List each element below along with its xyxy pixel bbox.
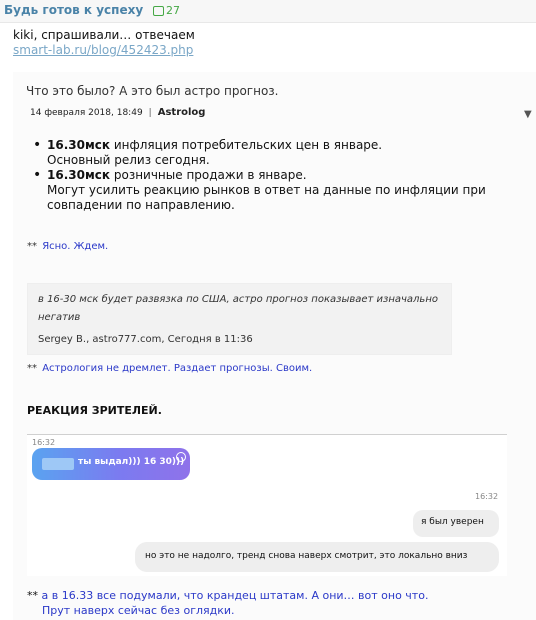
comment-note-final — [27, 588, 428, 618]
chat-bubble-incoming — [32, 448, 190, 480]
note-text: Астрология не дремлет. Раздает прогнозы. Своим. — [42, 363, 313, 374]
chat-bubble-outgoing — [413, 510, 499, 537]
chat-message: я был уверен — [421, 517, 484, 527]
bullet-text: Могут усилить реакцию рынков в ответ на данные по инфляции при — [47, 183, 486, 197]
chat-timestamp: 16:32 — [32, 438, 56, 447]
post-intro: Что это было? А это был астро прогноз. — [26, 84, 279, 98]
bullet-text: розничные продажи в январе. — [113, 168, 307, 182]
comment-count: 27 — [166, 4, 180, 17]
chat-screenshot — [27, 434, 507, 576]
note-stars: ** — [27, 363, 37, 374]
chat-message: ты выдал))) 16 30))) — [78, 457, 185, 467]
bullet-time: 16.30мск — [47, 138, 111, 152]
comment-bubble-icon — [153, 6, 164, 16]
reaction-heading: РЕАКЦИЯ ЗРИТЕЛЕЙ. — [27, 404, 162, 417]
chat-bubble-outgoing — [135, 542, 499, 572]
bullet-text: Основный релиз сегодня. — [47, 153, 210, 167]
topic-bar — [0, 0, 536, 23]
comment-counter[interactable] — [153, 4, 180, 17]
quote-box — [27, 283, 452, 355]
quote-footer: Sergey B., astro777.com, Сегодня в 11:36 — [38, 334, 253, 345]
bullet-text: инфляция потребительских цен в январе. — [113, 138, 383, 152]
divider — [27, 434, 507, 435]
author-line: kiki, спрашивали… отвечаем — [13, 28, 195, 42]
redacted-block — [42, 458, 74, 470]
quote-text: в 16-30 мск будет развязка по США, астро прогноз показывает изначально негатив — [38, 294, 438, 323]
comment-note-2 — [27, 363, 312, 374]
post-author[interactable]: Astrolog — [157, 107, 206, 118]
bullet-time: 16.30мск — [47, 168, 111, 182]
note-text: Прут наверх сейчас без оглядки. — [42, 604, 235, 617]
note-text: Ясно. Ждем. — [42, 241, 109, 252]
list-item — [33, 138, 486, 168]
chevron-down-icon[interactable]: ▼ — [524, 109, 532, 120]
post-meta: 14 февраля 2018, 18:49 | Astrolog — [30, 107, 206, 118]
note-text: а в 16.33 все подумали, что крандец штатам. А они… вот оно что. — [41, 589, 429, 602]
comment-note-1 — [27, 241, 108, 252]
smile-icon — [176, 452, 186, 462]
list-item — [33, 168, 486, 213]
bullet-text: совпадении по направлению. — [47, 198, 235, 212]
bullet-list — [33, 138, 486, 213]
source-link[interactable]: smart-lab.ru/blog/452423.php — [13, 43, 194, 57]
chat-message: но это не надолго, тренд снова наверх смотрит, это локально вниз — [145, 551, 468, 561]
chat-timestamp: 16:32 — [475, 492, 499, 501]
note-stars: ** — [27, 241, 37, 252]
topic-title[interactable]: Будь готов к успеху — [4, 3, 144, 17]
note-stars: ** — [27, 589, 38, 602]
post-date: 14 февраля 2018, 18:49 — [30, 108, 143, 118]
